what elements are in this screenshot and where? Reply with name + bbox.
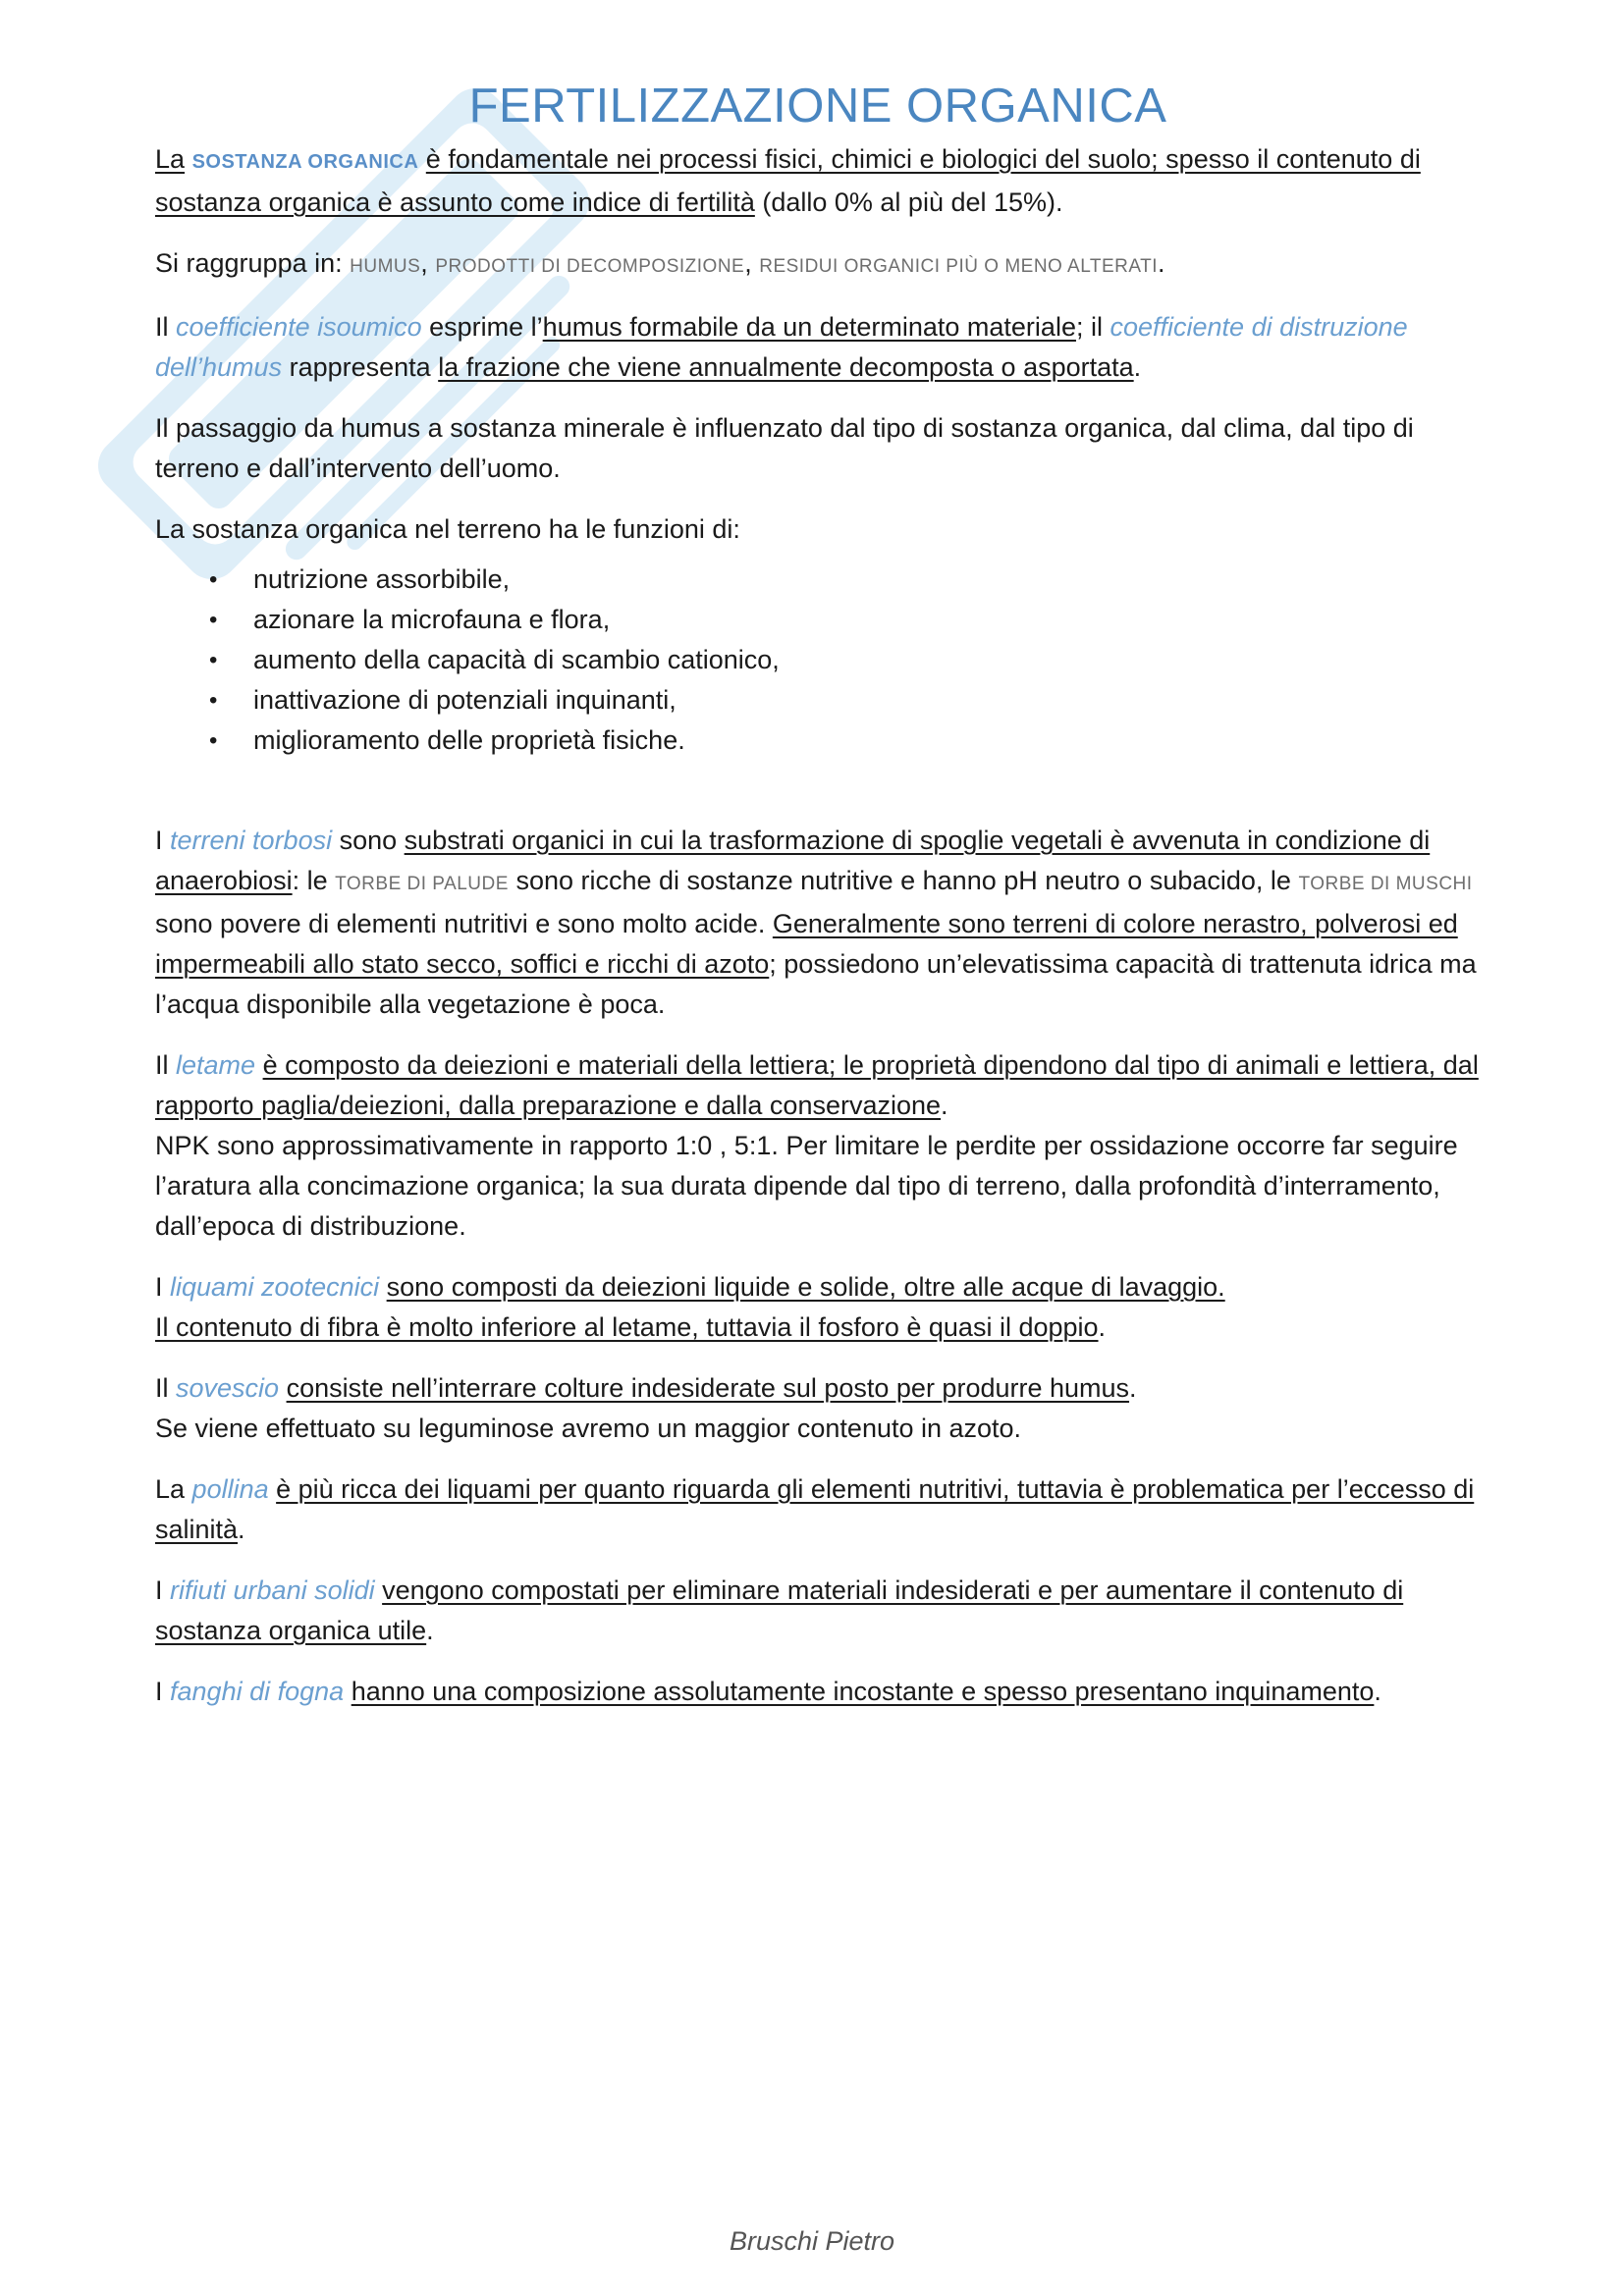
list-item: [155, 600, 1481, 640]
text: ; il: [1075, 312, 1110, 342]
text: .: [1098, 1312, 1107, 1342]
text: .: [238, 1515, 245, 1544]
paragraph-pollina: [155, 1469, 1481, 1550]
text-underlined: è composto da deiezioni e materiali della lettiera; le proprietà dipendono dal tipo di animali e lettiera, dal rapporto paglia/deiezioni, dalla preparazione e dalla conservazione: [155, 1050, 1479, 1120]
paragraph-coefficienti: [155, 307, 1481, 388]
text: ; possiedono un’elevatissima capacità di trattenuta idrica ma l’acqua disponibile alla vegetazione è poca.: [155, 949, 1477, 1019]
text-underlined: è fondamentale nei processi fisici, chimici e biologici del suolo; spesso il contenuto di sostanza organica è assunto come indice di fertilità: [155, 144, 1421, 217]
text: I: [155, 1575, 171, 1605]
list-item: [155, 560, 1481, 600]
term-coefficiente-isoumico: coefficiente isoumico: [176, 312, 422, 342]
bullet-icon: •: [209, 566, 218, 593]
paragraph-sostanza-organica: [155, 139, 1481, 223]
text-underlined: vengono compostati per eliminare materiali indesiderati e per aumentare il contenuto di sostanza organica utile: [155, 1575, 1404, 1645]
text: I: [155, 1272, 171, 1302]
text: I: [155, 826, 171, 855]
text: sono: [332, 826, 405, 855]
text: La: [155, 1474, 192, 1504]
text: sono povere di elementi nutritivi e sono molto acide.: [155, 909, 773, 938]
text: ,: [744, 248, 760, 278]
list-item-text: aumento della capacità di scambio cationico,: [253, 645, 780, 674]
list-item: [155, 640, 1481, 680]
text: NPK sono approssimativamente in rapporto 1:0 , 5:1. Per limitare le perdite per ossidazione occorre far seguire l’aratura alla concimazione organica; la sua durata dipende dal tipo di terreno, dalla profondità d’interramento, dall’epoca di distribuzione.: [155, 1131, 1458, 1241]
category-prodotti-decomposizione: PRODOTTI DI DECOMPOSIZIONE: [435, 256, 745, 277]
text-underlined: Generalmente sono terreni di colore nerastro, polverosi ed impermeabili allo stato secco, soffici e ricchi di azoto: [155, 909, 1458, 979]
text: Il: [155, 312, 177, 342]
text: esprime l’: [421, 312, 543, 342]
text: .: [1133, 352, 1142, 382]
text: Si raggruppa in:: [155, 248, 351, 278]
term-fanghi-di-fogna: fanghi di fogna: [170, 1677, 345, 1706]
text: [375, 1575, 383, 1605]
term-sostanza-organica: SOSTANZA ORGANICA: [191, 151, 419, 173]
paragraph-liquami: [155, 1267, 1481, 1348]
term-liquami-zootecnici: liquami zootecnici: [170, 1272, 380, 1302]
paragraph-letame: [155, 1045, 1481, 1247]
paragraph-fanghi: [155, 1672, 1481, 1712]
text-underlined: hanno una composizione assolutamente incostante e spesso presentano inquinamento: [351, 1677, 1375, 1706]
category-torbe-di-muschi: TORBE DI MUSCHI: [1298, 874, 1473, 894]
paragraph-sovescio: [155, 1368, 1481, 1449]
paragraph-rifiuti: [155, 1571, 1481, 1651]
list-item-text: inattivazione di potenziali inquinanti,: [253, 685, 677, 715]
text: .: [1129, 1373, 1137, 1403]
paragraph-terreni-torbosi: [155, 821, 1481, 1025]
text: .: [941, 1091, 948, 1120]
text: (dallo 0% al più del 15%).: [754, 187, 1063, 217]
category-residui-organici: RESIDUI ORGANICI PIÙ O MENO ALTERATI: [759, 256, 1159, 277]
text: : le: [292, 866, 336, 895]
text-underlined: Il contenuto di fibra è molto inferiore al letame, tuttavia il fosforo è quasi il doppio: [155, 1312, 1099, 1342]
term-letame: letame: [176, 1050, 256, 1080]
text: rappresenta: [282, 352, 439, 382]
list-item-text: nutrizione assorbibile,: [253, 564, 511, 594]
text-underlined: humus formabile da un determinato materiale: [542, 312, 1076, 342]
text: sono ricche di sostanze nutritive e hanno pH neutro o subacido, le: [508, 866, 1299, 895]
bullet-icon: •: [209, 607, 218, 633]
text: .: [1374, 1677, 1381, 1706]
list-item-text: azionare la microfauna e flora,: [253, 605, 611, 634]
text-underlined: sono composti da deiezioni liquide e solide, oltre alle acque di lavaggio.: [386, 1272, 1225, 1302]
bullet-icon: •: [209, 727, 218, 754]
functions-list: [155, 560, 1481, 761]
paragraph-passaggio-humus: Il passaggio da humus a sostanza minerale è influenzato dal tipo di sostanza organica, dal clima, dal tipo di terreno e dall’intervento dell’uomo.: [155, 413, 1414, 483]
spacer: [155, 781, 1481, 821]
term-sovescio: sovescio: [176, 1373, 280, 1403]
text: [269, 1474, 277, 1504]
text-underlined: substrati organici in cui la trasformazione di spoglie vegetali è avvenuta in condizione di anaerobiosi: [155, 826, 1431, 895]
document-page: [155, 77, 1481, 1733]
text: .: [426, 1616, 434, 1645]
text: Il: [155, 1050, 177, 1080]
page-title: FERTILIZZAZIONE ORGANICA: [468, 80, 1167, 133]
text-underlined: consiste nell’interrare colture indesiderate sul posto per produrre humus: [286, 1373, 1130, 1403]
text: .: [1158, 248, 1165, 278]
text: La: [155, 144, 186, 174]
category-torbe-di-palude: TORBE DI PALUDE: [335, 874, 509, 894]
paragraph-raggruppamento: [155, 243, 1481, 287]
category-humus: HUMUS: [350, 256, 421, 277]
footer-author: Bruschi Pietro: [729, 2226, 895, 2256]
term-pollina: pollina: [191, 1474, 269, 1504]
list-item: [155, 680, 1481, 721]
list-item-text: miglioramento delle proprietà fisiche.: [253, 725, 685, 755]
text-underlined: la frazione che viene annualmente decomposta o asportata: [438, 352, 1134, 382]
text: I: [155, 1677, 171, 1706]
text-underlined: è più ricca dei liquami per quanto riguarda gli elementi nutritivi, tuttavia è problematica per l’eccesso di salinità: [155, 1474, 1475, 1544]
term-rifiuti-urbani-solidi: rifiuti urbani solidi: [170, 1575, 375, 1605]
text: ,: [420, 248, 436, 278]
term-coefficiente-distruzione: coefficiente di distruzione dell’humus: [155, 312, 1408, 382]
term-terreni-torbosi: terreni torbosi: [170, 826, 333, 855]
bullet-icon: •: [209, 687, 218, 714]
text: Se viene effettuato su leguminose avremo un maggior contenuto in azoto.: [155, 1414, 1022, 1443]
text: [279, 1373, 287, 1403]
bullet-icon: •: [209, 647, 218, 673]
paragraph-funzioni-intro: La sostanza organica nel terreno ha le funzioni di:: [155, 514, 740, 544]
text: Il: [155, 1373, 177, 1403]
list-item: [155, 721, 1481, 761]
text: [379, 1272, 387, 1302]
text: [344, 1677, 352, 1706]
text: [255, 1050, 263, 1080]
